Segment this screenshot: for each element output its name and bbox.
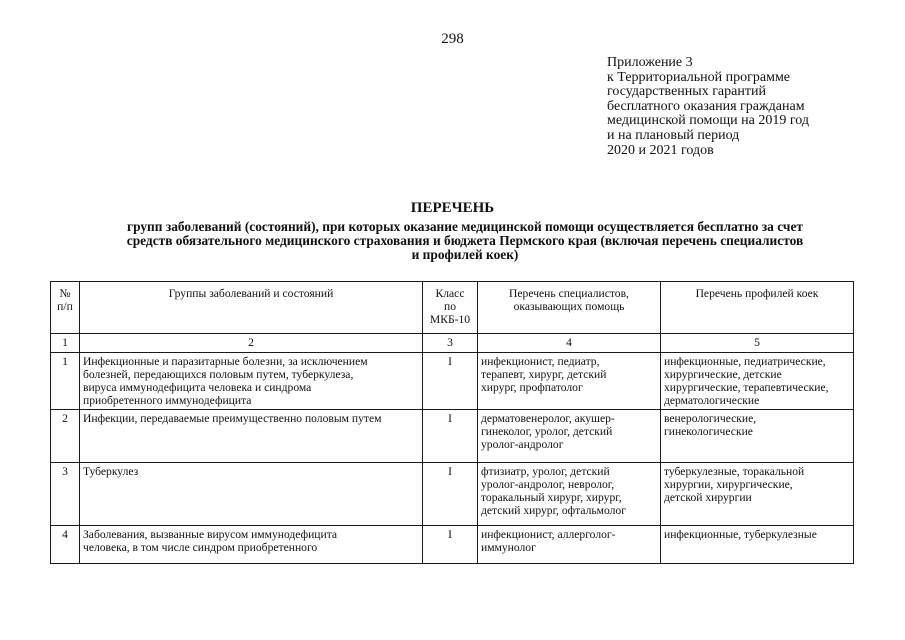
table-row — [51, 353, 854, 410]
document-subtitle — [70, 220, 860, 263]
text-line: фтизиатр, уролог, детский — [481, 465, 610, 478]
text-line: Заболевания, вызванные вирусом иммунодефицита — [83, 528, 338, 541]
row-specialists — [478, 463, 661, 526]
appendix-line: бесплатного оказания гражданам — [607, 98, 805, 114]
row-groups — [80, 463, 423, 526]
text-line: инфекционные, педиатрические, — [664, 355, 826, 368]
row-class: I — [423, 353, 478, 410]
disease-groups-table — [50, 281, 854, 564]
column-index: 3 — [423, 334, 478, 353]
column-index: 1 — [51, 334, 80, 353]
header-class-line: Класс — [435, 287, 465, 300]
header-class-line: по — [443, 300, 456, 313]
text-line: уролог-андролог, невролог, — [481, 478, 615, 491]
text-line: инфекционист, аллерголог- — [481, 528, 616, 541]
header-class — [423, 282, 478, 334]
row-number: 3 — [51, 463, 80, 526]
subtitle-line: средств обязательного медицинского страхования и бюджета Пермского края (включая перечень специалистов — [126, 233, 804, 249]
text-line: уролог-андролог — [481, 438, 564, 451]
row-beds — [661, 526, 854, 564]
row-beds — [661, 410, 854, 463]
column-index: 5 — [661, 334, 854, 353]
row-beds — [661, 463, 854, 526]
header-num-line: № — [59, 287, 71, 300]
header-num — [51, 282, 80, 334]
appendix-note — [607, 56, 867, 158]
text-line: вируса иммунодефицита человека и синдрома — [83, 381, 312, 394]
text-line: инфекционист, педиатр, — [481, 355, 600, 368]
row-groups — [80, 410, 423, 463]
text-line: хирург, профпатолог — [481, 381, 583, 394]
row-class: I — [423, 410, 478, 463]
row-beds — [661, 353, 854, 410]
row-groups — [80, 526, 423, 564]
text-line: хирургические, детские — [664, 368, 782, 381]
text-line: Инфекционные и паразитарные болезни, за исключением — [83, 355, 368, 368]
text-line: детской хирургии — [664, 491, 752, 504]
row-groups — [80, 353, 423, 410]
text-line: терапевт, хирург, детский — [481, 368, 607, 381]
text-line: торакальный хирург, хирург, — [481, 491, 622, 504]
text-line: инфекционные, туберкулезные — [664, 528, 817, 541]
header-num-line: п/п — [57, 300, 73, 313]
document-title: ПЕРЕЧЕНЬ — [410, 200, 495, 216]
text-line: венерологические, — [664, 412, 757, 425]
row-specialists — [478, 526, 661, 564]
header-class-line: МКБ-10 — [429, 313, 471, 326]
text-line: приобретенного иммунодефицита — [83, 394, 252, 407]
row-number: 4 — [51, 526, 80, 564]
text-line: хирургические, терапевтические, — [664, 381, 829, 394]
row-class: I — [423, 463, 478, 526]
text-line: гинеколог, уролог, детский — [481, 425, 613, 438]
text-line: дерматовенеролог, акушер- — [481, 412, 615, 425]
text-line: болезней, передающихся половым путем, туберкулеза, — [83, 368, 354, 381]
column-index: 4 — [478, 334, 661, 353]
appendix-line: 2020 и 2021 годов — [607, 142, 714, 158]
table-header-row — [51, 282, 854, 334]
column-index: 2 — [80, 334, 423, 353]
text-line: хирургии, хирургические, — [664, 478, 793, 491]
text-line: человека, в том числе синдром приобретенного — [83, 541, 318, 554]
header-specialists-line: Перечень специалистов, — [509, 287, 629, 300]
row-number: 2 — [51, 410, 80, 463]
text-line: туберкулезные, торакальной — [664, 465, 805, 478]
appendix-line: государственных гарантий — [607, 84, 766, 100]
table-row — [51, 526, 854, 564]
appendix-line: медицинской помощи на 2019 год — [607, 113, 809, 129]
text-line: гинекологические — [664, 425, 753, 438]
row-specialists — [478, 353, 661, 410]
header-groups: Группы заболеваний и состояний — [80, 282, 423, 334]
column-index-row — [51, 334, 854, 353]
text-line: Туберкулез — [83, 465, 139, 478]
header-beds: Перечень профилей коек — [661, 282, 854, 334]
text-line: детский хирург, офтальмолог — [481, 504, 626, 517]
row-specialists — [478, 410, 661, 463]
appendix-line: и на плановый период — [607, 127, 740, 143]
header-specialists — [478, 282, 661, 334]
text-line: иммунолог — [481, 541, 536, 554]
table-row — [51, 410, 854, 463]
subtitle-line: и профилей коек) — [411, 247, 519, 263]
table-row — [51, 463, 854, 526]
row-class: I — [423, 526, 478, 564]
subtitle-line: групп заболеваний (состояний), при которых оказание медицинской помощи осуществляется бесплатно за счет — [127, 219, 803, 234]
text-line: дерматологические — [664, 394, 760, 407]
row-number: 1 — [51, 353, 80, 410]
page-number: 298 — [441, 31, 464, 47]
header-specialists-line: оказывающих помощь — [513, 300, 625, 313]
text-line: Инфекции, передаваемые преимущественно половым путем — [83, 412, 382, 425]
appendix-line: к Территориальной программе — [607, 69, 791, 85]
appendix-line: Приложение 3 — [607, 55, 693, 70]
